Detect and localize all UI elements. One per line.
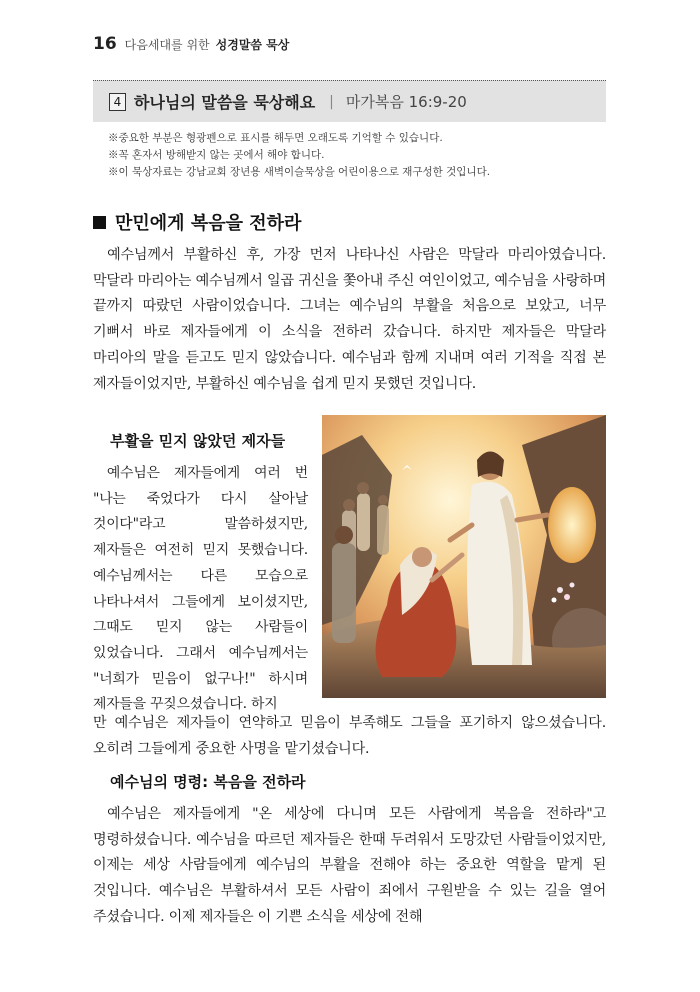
section-title: 만민에게 복음을 전하라 xyxy=(115,213,302,234)
series-text: 다음세대를 위한 xyxy=(124,38,210,52)
tomb-entrance-light xyxy=(548,487,596,563)
note-line: ※중요한 부분은 형광펜으로 표시를 해두면 오래도록 기억할 수 있습니다. xyxy=(108,132,443,144)
paragraph-3: 예수님은 제자들에게 "온 세상에 다니며 모든 사람에게 복음을 전하라"고 명령하셨습니다. 예수님을 따르던 제자들은 한때 두려워서 도망갔던 사람들이었지만, 이제는 세상 사람들에게 예수님의 부활을 전해야 하는 중요한 역할을 맡게 된 것입니다. 예수님은 부활하셔서 모든 사람이 죄에서 구원받을 수 있는 길을 열어 주셨습니다. 이제 제자들은 이 기쁜 소식을 세상에 전해 xyxy=(93,806,606,925)
banner-separator: | xyxy=(329,93,334,110)
resurrection-illustration xyxy=(322,415,606,698)
paragraph-1: 예수님께서 부활하신 후, 가장 먼저 나타나신 사람은 막달라 마리아였습니다. 막달라 마리아는 예수님께서 일곱 귀신을 쫓아내 주신 여인이었고, 예수님을 사랑하며 끝까지 따랐던 사람이었습니다. 그녀는 예수님의 부활을 처음으로 보았고, 너무 기뻐서 바로 제자들에게 이 소식을 전하러 갔습니다. 하지만 제자들은 막달라 마리아의 말을 듣고도 믿지 않았습니다. 예수님과 함께 지내며 여러 기적을 직접 본 제자들이었지만, 부활하신 예수님을 쉽게 믿지 못했던 것입니다. xyxy=(93,247,606,392)
lesson-number-box: 4 xyxy=(109,93,126,111)
section-heading xyxy=(93,209,301,235)
banner-title: 하나님의 말씀을 묵상해요 xyxy=(134,93,316,112)
note-line: ※이 묵상자료는 강남교회 장년용 새벽이슬묵상을 어린이용으로 재구성한 것입니다. xyxy=(108,166,491,178)
page-number: 16 xyxy=(93,34,117,54)
running-header xyxy=(93,34,289,54)
book-title: 성경말씀 묵상 xyxy=(215,38,290,52)
note-line: ※꼭 혼자서 방해받지 않는 곳에서 해야 합니다. xyxy=(108,149,325,161)
instruction-notes xyxy=(108,130,490,181)
paragraph-2-wrapped: 예수님은 제자들에게 여러 번 "나는 죽었다가 다시 살아날 것이다"라고 말씀하셨지만, 제자들은 여전히 믿지 못했습니다. 예수님께서는 다른 모습으로 나타나셔서 그들에게 보이셨지만, 그때도 믿지 않는 사람들이 있었습니다. 그래서 예수님께서는 "너희가 믿음이 없구나!" 하시며 제자들을 꾸짖으셨습니다. 하지 xyxy=(93,465,308,713)
paragraph-2-continued: 만 예수님은 제자들이 연약하고 믿음이 부족해도 그들을 포기하지 않으셨습니다. 오히려 그들에게 중요한 사명을 맡기셨습니다. xyxy=(93,715,606,757)
subheading-1: 부활을 믿지 않았던 제자들 xyxy=(110,432,286,450)
square-bullet-icon xyxy=(93,216,106,229)
meditation-banner xyxy=(93,80,606,122)
subheading-2: 예수님의 명령: 복음을 전하라 xyxy=(110,773,306,791)
illustration-svg xyxy=(322,415,606,698)
scripture-reference: 마가복음 16:9-20 xyxy=(345,93,467,111)
